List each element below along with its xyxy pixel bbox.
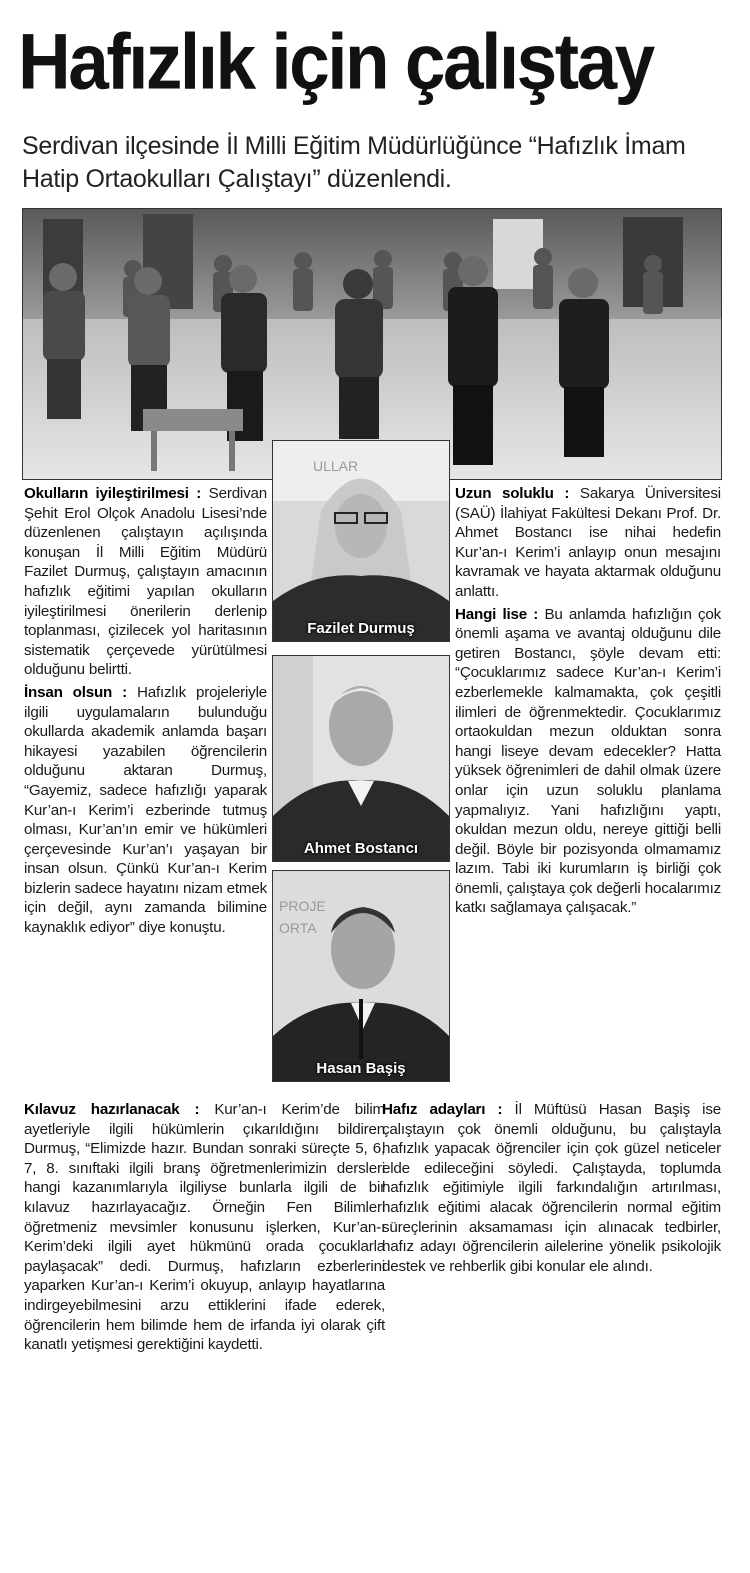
lead-paragraph: Serdivan ilçesinde İl Milli Eğitim Müdürlüğünce “Hafızlık İmam Hatip Ortaokulları Çalıştayı” düzenlendi. — [22, 132, 686, 193]
portrait-hasan-basis — [272, 870, 450, 1082]
subheading: Okulların iyileştirilmesi : — [24, 485, 202, 502]
article-column-right-bottom — [382, 1100, 721, 1279]
article-paragraph: Hangi lise : Bu anlamda hafızlığın çok önemli aşama ve avantaj olduğunu dile getiren Bostancı, şöyle devam etti: “Çocuklarımız sadece Kur’an-ı Kerim’i ezberlemekle kalmamakta, çok çeşitli ilimleri de öğrenmektedir. Çocuklarımız ortaokuldan mezun olduktan sonra hangi liseye devam edecekler? Hatta yüksek öğrenimleri de dahil olmak üzere onlar için uzun soluklu planlama yapmalıyız. Yani hafızlığını yaptı, okuldan mezun oldu, nereye gittiği belli değil. Böyle bir pozisyonda olmamamız lazım. Tabi iki kurumların iş birliği çok önemli, çalıştaya çok değerli hocalarımız katkı sağlamaya çalışacak.” — [455, 605, 722, 917]
article-column-left — [24, 484, 267, 941]
portrait-caption: Ahmet Bostancı — [303, 840, 419, 857]
portrait-ahmet-bostanci — [272, 655, 450, 862]
portrait-caption: Fazilet Durmuş — [307, 620, 415, 637]
article-paragraph: Hafız adayları : İl Müftüsü Hasan Başiş ise çalıştayın çok önemli olduğunu, bu çalıştayla hafızlık yapacak öğrenciler için çok güzel neticeler elde edileceğini söyledi. Çalıştayda, toplumda hafızlık eğitimiyle ilgili farkındalığın artırılması, hafızlık eğitimi alacak öğrencilerin normal eğitim süreçlerinin aksamaması için alınacak tedbirler, hafız adayı öğrencilerin ailelerine yönelik psikolojik destek ve rehberlik gibi konular ele alındı. — [382, 1101, 721, 1275]
article-paragraph: İnsan olsun : Hafızlık projeleriyle ilgili uygulamaların bulunduğu okullarda akademik anlamda başarı hikayesi yazabilen öğrencilerin olduğunu aktaran Durmuş, “Gayemiz, sadece hafızlığı yaparak Kur’an-ı Kerim’i ezberinde tutmuş olması, Kur’an’ın emir ve hükümleri çerçevesinde Kur’an’ı yaşayan bir insan olsun. Çünkü Kur’an-ı Kerim bizlerin sadece hayatını nizam etmek için değil, aynı zamanda bilimine kaynaklık ediyor” diye konuştu. — [24, 683, 267, 937]
subheading: Hangi lise : — [455, 605, 539, 623]
article-paragraph: Okulların iyileştirilmesi : Serdivan Şehit Erol Olçok Anadolu Lisesi’nde düzenlenen çalıştayın açılışında konuşan İl Milli Eğitim Müdürü Fazilet Durmuş, çalıştayın amacının hafızlık eğitimi yapılan okulların iyileştirilmesi önerilerin derlenip toplanması, çizilecek yol haritasının sistematik çerçevede yürütülmesi olduğunu belirtti. — [24, 485, 267, 679]
portrait-fazilet-durmus — [272, 440, 450, 642]
article-paragraph: Kılavuz hazırlanacak : Kur’an-ı Kerim’de bilim ayetleriyle ilgili hükümlerin çıkarıldığını bildiren Durmuş, “Elimizde hazır. Bundan sonraki süreçte 5, 6, 7, 8. sınıftaki ilgili branş öğretmenlerimizin dersleri hangi kazanımlarıyla ilgiliyse bunlarla ilgili de bir kılavuz hazırlayacağız. Örneğin Fen Bilimleri öğretmeniz mevsimler konusunu işlerken, Kur’an-ı Kerim’deki ilgili ayet hükmünü orada çocuklarla paylaşacak” dedi. Durmuş, hafızların ezberlerini yaparken Kur’an-ı Kerim’i okuyup, anlayıp hayatlarına indirgeyebilmesini arzu ettiklerini ifade ederek, öğrencilerin hem bilimde hem de irfanda iyi olarak çift kanatlı yetişmesi gerektiğini kaydetti. — [24, 1101, 385, 1354]
subheading: Hafız adayları : — [382, 1101, 503, 1118]
headline: Hafızlık için çalıştay — [18, 18, 653, 106]
svg-text:ORTA: ORTA — [279, 920, 317, 936]
subheading: İnsan olsun : — [24, 683, 127, 701]
svg-text:ULLAR: ULLAR — [313, 458, 359, 474]
subheading: Kılavuz hazırlanacak : — [24, 1101, 200, 1118]
article-paragraph: Uzun soluklu : Sakarya Üniversitesi (SAÜ) İlahiyat Fakültesi Dekanı Prof. Dr. Ahmet Bostancı ise nihai hedefin Kur’an-ı Kerim’i anlayıp onun mesajını kavramak ve hayata aktarmak olduğunu anlattı. — [455, 485, 721, 600]
svg-text:PROJE: PROJE — [279, 898, 326, 914]
article-column-left-bottom — [24, 1100, 385, 1358]
portrait-caption: Hasan Başiş — [316, 1060, 406, 1077]
subheading: Uzun soluklu : — [455, 485, 570, 502]
article-column-right — [455, 484, 721, 921]
